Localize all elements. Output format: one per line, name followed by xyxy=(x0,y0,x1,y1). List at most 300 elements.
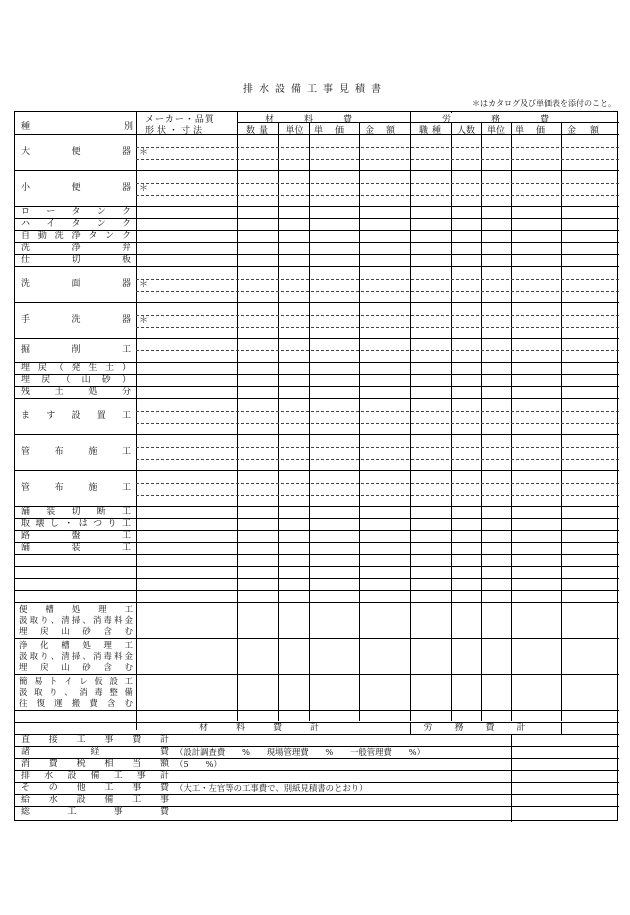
label-char: 含 xyxy=(103,662,112,672)
label-char: 分 xyxy=(121,387,131,397)
label-char: イ xyxy=(64,676,73,686)
label-char: 、 xyxy=(50,615,60,625)
column-rule xyxy=(561,123,562,721)
row-rule xyxy=(15,638,619,639)
label-char: 切 xyxy=(71,507,81,517)
label-char: 路 xyxy=(21,531,31,541)
label-char: ま xyxy=(21,411,31,421)
label-char: 舗 xyxy=(21,507,31,517)
label-char: ・ xyxy=(64,519,74,529)
summary-label xyxy=(21,759,169,769)
label-char: 毒 xyxy=(94,687,103,697)
label-char: 水 xyxy=(48,795,58,805)
dashed-rule xyxy=(136,495,619,496)
label-char: む xyxy=(124,698,133,708)
label-char: 小 xyxy=(21,183,31,193)
label-char: 水 xyxy=(44,771,54,781)
label-char: 事 xyxy=(159,795,169,805)
label-char: 金 xyxy=(124,615,133,625)
header-trade: 職種 xyxy=(418,126,445,136)
label-char: 器 xyxy=(121,279,131,289)
label-char: ー xyxy=(46,207,56,217)
label-char: 山 xyxy=(81,375,91,385)
label-char: 工 xyxy=(121,483,131,493)
label-char: 工 xyxy=(124,640,133,650)
label-char: 装 xyxy=(46,507,56,517)
label-char: 復 xyxy=(36,698,45,708)
row-label xyxy=(21,375,131,385)
row-label-line xyxy=(19,640,133,650)
label-char: タ xyxy=(88,231,98,241)
label-char: 施 xyxy=(88,483,98,493)
header-mat-price: 単価 xyxy=(313,126,356,136)
label-char: 金 xyxy=(124,651,133,661)
label-char: 砂 xyxy=(82,626,91,636)
label-char: 別 xyxy=(123,122,133,132)
summary-label xyxy=(21,795,169,805)
label-char: 弁 xyxy=(121,243,131,253)
material-total-label: 材料費計 xyxy=(198,723,347,733)
column-rule xyxy=(561,722,562,734)
label-char: 化 xyxy=(40,640,49,650)
label-char: 槽 xyxy=(61,640,70,650)
dashed-rule xyxy=(136,350,619,351)
row-label-line xyxy=(19,651,133,661)
summary-label xyxy=(21,771,169,781)
label-char: 山 xyxy=(61,662,70,672)
catalog-star-mark: ＊ xyxy=(139,184,149,194)
label-char: 設 xyxy=(67,771,77,781)
label-char: 掃 xyxy=(71,651,81,661)
column-rule xyxy=(278,123,279,721)
label-char: 備 xyxy=(124,687,133,697)
label-char: ク xyxy=(121,219,131,229)
label-char: 器 xyxy=(121,147,131,157)
row-label xyxy=(21,243,131,253)
label-char: 埋 xyxy=(21,363,31,373)
row-label xyxy=(21,231,131,241)
label-char: ト xyxy=(49,676,58,686)
label-char: 工 xyxy=(124,676,133,686)
label-char: 備 xyxy=(90,771,100,781)
label-char: 処 xyxy=(82,640,91,650)
label-char: 設 xyxy=(109,676,118,686)
label-char: り xyxy=(40,615,49,625)
label-char: 自 xyxy=(21,231,31,241)
label-char: 便 xyxy=(71,147,81,157)
label-char: 仮 xyxy=(94,676,103,686)
label-char: 計 xyxy=(159,735,169,745)
column-rule xyxy=(511,123,512,721)
label-char: ン xyxy=(96,207,106,217)
label-char: 壊 xyxy=(35,519,45,529)
label-char: 費 xyxy=(159,747,169,757)
row-label xyxy=(21,543,131,553)
label-char: 消 xyxy=(79,687,88,697)
label-char: 毒 xyxy=(103,651,112,661)
dashed-rule xyxy=(136,159,619,160)
label-char: 消 xyxy=(21,759,31,769)
row-label xyxy=(21,519,131,529)
label-char: ） xyxy=(121,375,131,385)
label-char: 整 xyxy=(109,687,118,697)
label-char: 費 xyxy=(48,759,58,769)
header-labor: 労務費 xyxy=(441,115,589,125)
label-char: （ xyxy=(61,375,71,385)
label-char: 取 xyxy=(29,615,38,625)
label-char: 大 xyxy=(21,147,31,157)
row-rule xyxy=(15,338,619,339)
row-label xyxy=(21,363,131,373)
label-char: 掃 xyxy=(71,615,81,625)
label-char: 便 xyxy=(19,604,28,614)
label-char: 布 xyxy=(54,447,64,457)
label-char: 洗 xyxy=(54,231,64,241)
row-label xyxy=(21,531,131,541)
label-char: 山 xyxy=(61,626,70,636)
label-char: 板 xyxy=(121,255,131,265)
label-char: 砂 xyxy=(82,662,91,672)
label-char: 戻 xyxy=(40,662,49,672)
summary-note: （5 %） xyxy=(175,759,222,769)
label-char: 、 xyxy=(50,651,60,661)
label-char: ロ xyxy=(21,207,31,217)
row-label xyxy=(21,411,131,421)
label-char: 洗 xyxy=(21,279,31,289)
label-char: 洗 xyxy=(71,315,81,325)
label-char: つ xyxy=(93,519,103,529)
row-rule xyxy=(15,302,619,303)
label-char: は xyxy=(78,519,88,529)
row-label xyxy=(21,387,131,397)
label-char: 手 xyxy=(21,315,31,325)
label-char: 事 xyxy=(136,771,146,781)
dashed-rule xyxy=(136,411,619,412)
label-char: 取 xyxy=(29,651,38,661)
label-char: 削 xyxy=(71,345,81,355)
row-rule xyxy=(15,434,619,435)
row-label xyxy=(21,279,131,289)
dashed-rule xyxy=(136,279,619,280)
column-rule xyxy=(309,123,310,721)
summary-label xyxy=(21,747,169,757)
label-char: 施 xyxy=(88,447,98,457)
label-char: 工 xyxy=(121,531,131,541)
label-char: 土 xyxy=(105,363,115,373)
label-char: ン xyxy=(96,219,106,229)
label-char: 浄 xyxy=(71,231,81,241)
row-label-line xyxy=(19,676,133,686)
row-rule xyxy=(15,170,619,171)
row-rule xyxy=(15,134,619,135)
label-char: 消 xyxy=(92,651,102,661)
label-char: 汲 xyxy=(19,651,28,661)
label-char: 工 xyxy=(76,735,86,745)
row-label xyxy=(21,219,131,229)
row-rule xyxy=(15,590,619,591)
column-rule xyxy=(410,123,411,721)
row-rule xyxy=(15,554,619,555)
label-char: 仕 xyxy=(21,255,31,265)
row-label xyxy=(21,483,131,493)
label-char: 断 xyxy=(96,507,106,517)
row-label-line xyxy=(19,698,133,708)
label-char: 総 xyxy=(21,807,31,817)
label-char: 取 xyxy=(34,687,43,697)
label-char: 理 xyxy=(103,640,112,650)
header-kind xyxy=(21,122,133,132)
label-char: 埋 xyxy=(19,662,28,672)
label-char: イ xyxy=(46,219,56,229)
header-lab-amount: 金額 xyxy=(566,126,613,136)
label-char: 器 xyxy=(121,315,131,325)
label-char: 清 xyxy=(61,651,70,661)
header-shape: 形状・寸法 xyxy=(145,126,206,136)
catalog-star-mark: ＊ xyxy=(139,280,149,290)
catalog-star-mark: ＊ xyxy=(139,316,149,326)
label-char: り xyxy=(107,519,117,529)
header-mat-qty: 数量 xyxy=(245,126,272,136)
label-char: 洗 xyxy=(21,243,31,253)
dashed-rule xyxy=(136,327,619,328)
header-people: 人数 xyxy=(456,126,475,136)
label-char: ） xyxy=(121,363,131,373)
label-char: 工 xyxy=(132,795,142,805)
label-char: そ xyxy=(21,783,31,793)
label-char: 搬 xyxy=(71,698,81,708)
column-rule xyxy=(359,123,360,721)
dashed-rule xyxy=(136,147,619,148)
labor-total-label: 労務費計 xyxy=(423,723,548,733)
label-char: 、 xyxy=(82,651,91,661)
label-char: ク xyxy=(121,207,131,217)
label-char: 動 xyxy=(37,231,47,241)
column-rule xyxy=(481,123,482,721)
row-label xyxy=(21,147,131,157)
column-rule xyxy=(451,112,452,113)
label-char: 、 xyxy=(64,687,73,697)
label-char: 発 xyxy=(71,363,81,373)
summary-label xyxy=(21,783,169,793)
row-label xyxy=(21,447,131,457)
row-label-line xyxy=(19,604,133,614)
label-char: 備 xyxy=(104,795,114,805)
header-lab-price: 単価 xyxy=(514,126,557,136)
label-char: 税 xyxy=(76,759,86,769)
label-char: の xyxy=(48,783,58,793)
label-char: 費 xyxy=(159,807,169,817)
label-char: 残 xyxy=(21,387,31,397)
label-char: 戻 xyxy=(41,375,51,385)
label-char: ハ xyxy=(21,219,31,229)
label-char: 処 xyxy=(71,604,81,614)
label-char: 設 xyxy=(76,795,86,805)
label-char: 工 xyxy=(124,604,133,614)
label-char: 費 xyxy=(159,783,169,793)
label-char: 汲 xyxy=(19,615,28,625)
label-char: 汲 xyxy=(19,687,28,697)
label-char: 運 xyxy=(54,698,63,708)
label-char: タ xyxy=(71,207,81,217)
dashed-rule xyxy=(136,183,619,184)
header-mat-unit: 単位 xyxy=(285,126,304,136)
label-char: ク xyxy=(121,231,131,241)
row-rule xyxy=(15,602,619,603)
label-char: 工 xyxy=(67,807,77,817)
label-char: 土 xyxy=(54,387,64,397)
label-char: 排 xyxy=(21,771,31,781)
row-label xyxy=(21,507,131,517)
summary-label xyxy=(21,807,169,817)
label-char: 事 xyxy=(113,807,123,817)
summary-note: （大工・左官等の工事費で、別紙見積書のとおり） xyxy=(175,783,368,793)
row-label xyxy=(21,315,131,325)
catalog-star-mark: ＊ xyxy=(139,148,149,158)
label-char: 含 xyxy=(106,698,116,708)
label-char: 往 xyxy=(19,698,28,708)
label-char: タ xyxy=(71,219,81,229)
row-rule xyxy=(15,398,619,399)
header-material: 材料費 xyxy=(264,115,382,125)
label-char: 舗 xyxy=(21,543,31,553)
label-char: 事 xyxy=(104,735,114,745)
label-char: 工 xyxy=(121,507,131,517)
label-char: む xyxy=(124,662,133,672)
column-rule xyxy=(410,722,411,734)
row-label-line xyxy=(19,687,133,697)
summary-note: （設計調査費 % 現場管理費 % 一般管理費 %） xyxy=(175,747,425,757)
row-label-line xyxy=(19,662,133,672)
row-rule xyxy=(15,710,619,711)
label-char: 浄 xyxy=(19,640,28,650)
row-rule xyxy=(15,566,619,567)
row-label-line xyxy=(19,626,133,636)
header-lab-unit: 単位 xyxy=(486,126,505,136)
label-char: 埋 xyxy=(19,626,28,636)
row-label xyxy=(21,183,131,193)
label-char: レ xyxy=(79,676,88,686)
dashed-rule xyxy=(136,423,619,424)
row-rule xyxy=(15,578,619,579)
label-char: 計 xyxy=(159,771,169,781)
column-rule xyxy=(451,123,452,721)
label-char: 管 xyxy=(21,483,31,493)
estimate-table xyxy=(14,111,618,821)
row-rule xyxy=(15,266,619,267)
label-char: 直 xyxy=(21,735,31,745)
dashed-rule xyxy=(136,195,619,196)
label-char: 工 xyxy=(121,411,131,421)
summary-label xyxy=(21,735,169,745)
label-char: 置 xyxy=(96,411,106,421)
label-char: 含 xyxy=(103,626,112,636)
label-char: 工 xyxy=(113,771,123,781)
attachment-note: ＊はカタログ及び単価表を添付のこと。 xyxy=(472,99,616,108)
label-char: 清 xyxy=(61,615,70,625)
label-char: 槽 xyxy=(45,604,54,614)
label-char: 取 xyxy=(21,519,31,529)
label-char: 管 xyxy=(21,447,31,457)
row-label xyxy=(21,345,131,355)
label-char: 額 xyxy=(159,759,169,769)
label-char: 易 xyxy=(34,676,43,686)
label-char: 戻 xyxy=(37,363,47,373)
label-char: 簡 xyxy=(19,676,28,686)
row-rule xyxy=(15,470,619,471)
label-char: 面 xyxy=(71,279,81,289)
page-title: 排水設備工事見積書 xyxy=(243,84,387,95)
row-label xyxy=(21,207,131,217)
label-char: 毒 xyxy=(103,615,112,625)
header-mat-amount: 金額 xyxy=(364,126,407,136)
summary-amount-rule xyxy=(511,734,512,822)
label-char: 費 xyxy=(132,735,142,745)
row-label xyxy=(21,255,131,265)
label-char: 給 xyxy=(21,795,31,805)
column-rule xyxy=(410,112,411,123)
label-char: 装 xyxy=(71,543,81,553)
dashed-rule xyxy=(136,315,619,316)
label-char: 消 xyxy=(92,615,102,625)
label-char: 料 xyxy=(114,651,123,661)
label-char: 当 xyxy=(132,759,142,769)
label-char: り xyxy=(49,687,58,697)
label-char: 他 xyxy=(76,783,86,793)
label-char: 工 xyxy=(104,783,114,793)
label-char: 盤 xyxy=(71,531,81,541)
label-char: し xyxy=(49,519,59,529)
label-char: 浄 xyxy=(71,243,81,253)
row-label-line xyxy=(19,615,133,625)
label-char: 切 xyxy=(71,255,81,265)
label-char: 相 xyxy=(104,759,114,769)
label-char: 費 xyxy=(89,698,98,708)
label-char: す xyxy=(46,411,56,421)
column-rule xyxy=(237,112,238,721)
label-char: 事 xyxy=(132,783,142,793)
label-char: 理 xyxy=(98,604,107,614)
dashed-rule xyxy=(136,291,619,292)
label-char: 設 xyxy=(71,411,81,421)
label-char: 埋 xyxy=(21,375,31,385)
label-char: 掘 xyxy=(21,345,31,355)
label-char: 経 xyxy=(90,747,100,757)
label-char: 戻 xyxy=(40,626,49,636)
label-char: 料 xyxy=(114,615,123,625)
label-char: 便 xyxy=(71,183,81,193)
label-char: 、 xyxy=(82,615,91,625)
header-maker: メーカー・品質 xyxy=(145,115,215,125)
dashed-rule xyxy=(136,459,619,460)
label-char: 砂 xyxy=(101,375,111,385)
label-char: 処 xyxy=(88,387,98,397)
dashed-rule xyxy=(136,447,619,448)
label-char: り xyxy=(40,651,49,661)
label-char: （ xyxy=(54,363,64,373)
row-rule xyxy=(15,674,619,675)
label-char: 布 xyxy=(54,483,64,493)
label-char: 諸 xyxy=(21,747,31,757)
label-char: む xyxy=(124,626,133,636)
label-char: 生 xyxy=(88,363,98,373)
label-char: ン xyxy=(105,231,115,241)
label-char: 工 xyxy=(121,447,131,457)
label-char: 器 xyxy=(121,183,131,193)
label-char: 工 xyxy=(121,543,131,553)
label-char: 工 xyxy=(121,519,131,529)
label-char: 種 xyxy=(21,122,31,132)
label-char: 工 xyxy=(121,345,131,355)
